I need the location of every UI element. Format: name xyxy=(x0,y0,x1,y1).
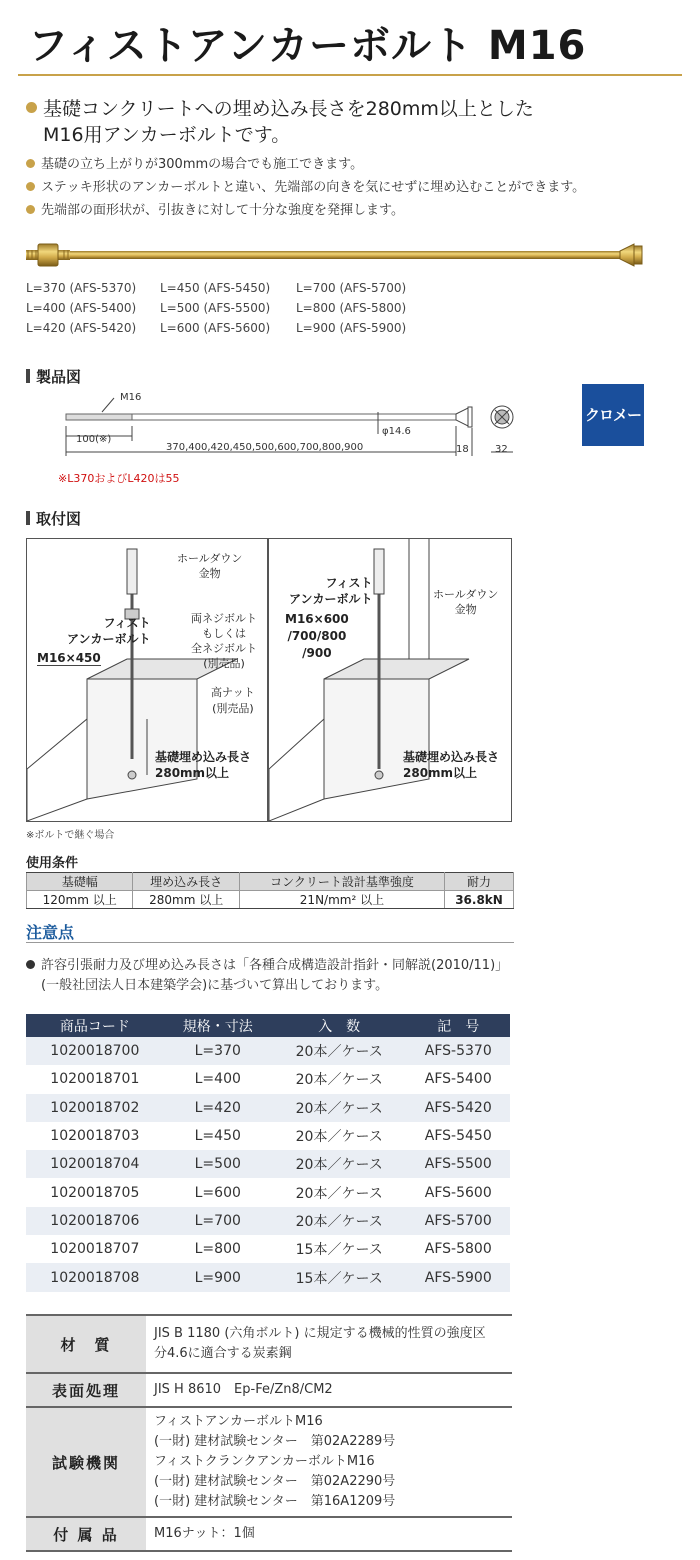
table-row xyxy=(26,1207,510,1235)
thread-note: ※L370およびL420は55 xyxy=(58,472,180,485)
table-cell: AFS-5370 xyxy=(407,1037,510,1065)
table-cell: L=500 xyxy=(164,1150,272,1178)
spec-line: フィストクランクアンカーボルトM16 xyxy=(154,1454,375,1469)
label-line: 基礎埋め込み長さ xyxy=(403,750,500,764)
table-cell: AFS-5700 xyxy=(407,1207,510,1235)
label-line: 金物 xyxy=(198,567,221,580)
product-drawing xyxy=(56,386,526,464)
label-line: /700/800 xyxy=(287,629,347,643)
table-cell: 1020018705 xyxy=(50,1184,140,1201)
column-header: コンクリート設計基準強度 xyxy=(239,873,444,891)
table-cell: L=600 xyxy=(194,1184,241,1201)
conditions-title: 使用条件 xyxy=(26,856,79,871)
title-divider xyxy=(18,74,682,76)
size-item: L=700 (AFS-5700) xyxy=(296,281,407,295)
spec-value xyxy=(146,1407,512,1517)
label-line: 全ネジボルト xyxy=(191,642,257,655)
size-item: L=500 (AFS-5500) xyxy=(160,301,271,315)
label-line: /900 xyxy=(302,646,332,660)
table-cell: 20本／ケース xyxy=(272,1207,407,1235)
spec-line: JIS H 8610 Ep-Fe/Zn8/CM2 xyxy=(154,1382,333,1397)
spec-label: 表面処理 xyxy=(26,1373,146,1407)
column-header: 基礎幅 xyxy=(27,873,133,891)
label-line: (別売品) xyxy=(203,657,245,670)
spec-label: 材 質 xyxy=(26,1315,146,1373)
size-item: L=900 (AFS-5900) xyxy=(296,321,407,335)
lead-line-1: 基礎コンクリートへの埋め込み長さを280mm以上とした xyxy=(43,98,534,120)
feature-text: ステッキ形状のアンカーボルトと違い、先端部の向きを気にせずに埋め込むことができます。 xyxy=(41,180,586,195)
bolt-spec-label: M16×450 xyxy=(37,651,101,665)
table-cell: 20本／ケース xyxy=(272,1094,407,1122)
column-header: 入 数 xyxy=(272,1014,407,1037)
thread-length-label: 100(※) xyxy=(76,434,112,445)
table-cell: AFS-5800 xyxy=(424,1241,492,1258)
bullet-icon xyxy=(26,205,35,214)
bolt-label xyxy=(67,615,151,647)
table-cell: AFS-5900 xyxy=(407,1263,510,1291)
table-header-row xyxy=(27,873,514,891)
table-header-row xyxy=(26,1014,510,1037)
label-line: 基礎埋め込み長さ xyxy=(155,750,252,764)
heading-bar-icon xyxy=(26,511,30,525)
spec-line: (一財) 建材試験センター 第02A2290号 xyxy=(154,1474,396,1489)
table-cell: L=370 xyxy=(164,1037,272,1065)
label-line: 280mm以上 xyxy=(155,766,230,780)
table-cell: L=400 xyxy=(194,1071,241,1088)
bolt-photo xyxy=(26,238,656,272)
table-row xyxy=(27,891,514,909)
feature-text: 基礎の立ち上がりが300mmの場合でも施工できます。 xyxy=(41,157,364,172)
bolt-spec-label xyxy=(285,611,349,662)
table-cell: 15本／ケース xyxy=(295,1242,383,1259)
feature-item xyxy=(26,153,363,172)
spec-line: (一財) 建材試験センター 第02A2289号 xyxy=(154,1434,396,1449)
spec-label: 試験機関 xyxy=(26,1407,146,1517)
table-cell: 1020018708 xyxy=(26,1263,164,1291)
heading-text: 取付図 xyxy=(36,510,82,528)
table-cell: 1020018707 xyxy=(50,1241,140,1258)
conditions-table xyxy=(26,872,514,909)
bolt-label xyxy=(289,575,373,607)
label-line: ホールダウン xyxy=(177,552,243,565)
table-cell: L=900 xyxy=(164,1263,272,1291)
table-cell: 1020018701 xyxy=(50,1071,140,1088)
feature-item xyxy=(26,199,404,218)
bullet-icon xyxy=(26,182,35,191)
label-line: M16×600 xyxy=(285,612,349,626)
holdown-label xyxy=(177,551,242,581)
embed-label xyxy=(403,749,499,781)
table-cell: 20本／ケース xyxy=(272,1037,407,1065)
column-header: 記 号 xyxy=(407,1014,510,1037)
spec-value xyxy=(146,1517,512,1551)
product-table xyxy=(26,1014,510,1292)
spec-value xyxy=(146,1315,512,1373)
heading-text: 製品図 xyxy=(36,368,82,386)
diameter-label: φ14.6 xyxy=(382,426,411,437)
column-header: 商品コード xyxy=(26,1014,164,1037)
table-row xyxy=(26,1094,510,1122)
label-line: (別売品) xyxy=(212,702,254,715)
head-width-label: 32 xyxy=(495,444,508,455)
table-cell: AFS-5420 xyxy=(407,1094,510,1122)
spec-line: 分4.6に適合する炭素鋼 xyxy=(154,1346,292,1361)
table-row xyxy=(26,1037,510,1065)
table-cell: 1020018702 xyxy=(26,1094,164,1122)
spec-line: M16ナット：1個 xyxy=(154,1526,255,1541)
product-drawing-heading xyxy=(26,366,81,387)
label-line: フィスト xyxy=(325,576,373,590)
table-cell: AFS-5400 xyxy=(424,1071,492,1088)
spec-line: フィストアンカーボルトM16 xyxy=(154,1414,323,1429)
install-diagram-right xyxy=(268,538,512,822)
table-row xyxy=(26,1178,510,1206)
caution-title: 注意点 xyxy=(26,923,75,942)
lead-line-2: M16用アンカーボルトです。 xyxy=(43,124,291,146)
size-item: L=370 (AFS-5370) xyxy=(26,281,137,295)
label-line: フィスト xyxy=(103,616,151,630)
table-cell: AFS-5600 xyxy=(424,1184,492,1201)
heading-bar-icon xyxy=(26,369,30,383)
length-options-label: 370,400,420,450,500,600,700,800,900 xyxy=(166,442,364,453)
table-row xyxy=(26,1150,510,1178)
spec-label: 付 属 品 xyxy=(26,1517,146,1551)
install-note: ※ボルトで継ぐ場合 xyxy=(26,830,115,841)
label-line: アンカーボルト xyxy=(289,592,373,606)
feature-item xyxy=(26,176,585,195)
caution-text xyxy=(26,956,508,996)
table-cell: 1020018703 xyxy=(50,1128,140,1145)
table-cell: 20本／ケース xyxy=(295,1072,383,1089)
table-row xyxy=(26,1235,510,1263)
bullet-icon xyxy=(26,960,35,969)
table-cell: AFS-5450 xyxy=(424,1128,492,1145)
table-cell: L=450 xyxy=(194,1128,241,1145)
embed-label xyxy=(155,749,251,781)
feature-text: 先端部の面形状が、引抜きに対して十分な強度を発揮します。 xyxy=(41,203,404,218)
table-cell: L=420 xyxy=(164,1094,272,1122)
spec-line: JIS B 1180 (六角ボルト) に規定する機械的性質の強度区 xyxy=(154,1326,486,1341)
nut-label xyxy=(211,685,255,717)
table-row xyxy=(26,1315,512,1373)
table-cell: 21N/mm² 以上 xyxy=(239,891,444,909)
table-row xyxy=(26,1122,510,1150)
table-row xyxy=(26,1407,512,1517)
table-row xyxy=(26,1065,510,1093)
size-item: L=450 (AFS-5450) xyxy=(160,281,271,295)
table-cell: L=700 xyxy=(164,1207,272,1235)
label-line: 280mm以上 xyxy=(403,766,478,780)
column-header: 耐力 xyxy=(445,873,514,891)
column-header: 規格・寸法 xyxy=(164,1014,272,1037)
install-diagram-left xyxy=(26,538,268,822)
size-item: L=400 (AFS-5400) xyxy=(26,301,137,315)
table-cell: 20本／ケース xyxy=(272,1150,407,1178)
chromate-badge: クロメート xyxy=(582,384,644,446)
holdown-label xyxy=(433,587,498,617)
table-cell: 120mm 以上 xyxy=(27,891,133,909)
install-heading xyxy=(26,508,81,529)
size-item: L=800 (AFS-5800) xyxy=(296,301,407,315)
table-cell: 15本／ケース xyxy=(272,1263,407,1291)
nejibolt-label xyxy=(191,611,257,671)
table-cell: 1020018706 xyxy=(26,1207,164,1235)
label-line: 高ナット xyxy=(211,686,255,699)
table-cell: 280mm 以上 xyxy=(133,891,239,909)
caution-divider xyxy=(26,942,514,943)
label-line: ホールダウン xyxy=(433,588,499,601)
spec-value xyxy=(146,1373,512,1407)
spec-line: (一財) 建材試験センター 第16A1209号 xyxy=(154,1494,396,1509)
page-title: フィストアンカーボルト M16 xyxy=(28,23,587,69)
column-header: 埋め込み長さ xyxy=(133,873,239,891)
label-line: 金物 xyxy=(454,603,477,616)
table-row xyxy=(26,1373,512,1407)
table-cell: 20本／ケース xyxy=(295,1129,383,1146)
caution-line: 許容引張耐力及び埋め込み長さは「各種合成構造設計指針・同解説(2010/11)」 xyxy=(41,958,509,973)
lead-text xyxy=(26,96,534,148)
table-cell: 36.8kN xyxy=(445,891,514,909)
table-cell: 1020018704 xyxy=(26,1150,164,1178)
size-item: L=600 (AFS-5600) xyxy=(160,321,271,335)
caution-line: (一般社団法人日本建築学会)に基づいて算出しております。 xyxy=(41,978,389,993)
spec-table xyxy=(26,1314,512,1552)
table-row xyxy=(26,1517,512,1551)
bullet-icon xyxy=(26,159,35,168)
size-item: L=420 (AFS-5420) xyxy=(26,321,137,335)
table-cell: 1020018700 xyxy=(26,1037,164,1065)
label-line: 両ネジボルト xyxy=(191,612,257,625)
table-row xyxy=(26,1263,510,1291)
head-length-label: 18 xyxy=(456,444,469,455)
label-line: アンカーボルト xyxy=(67,632,151,646)
table-cell: L=800 xyxy=(194,1241,241,1258)
table-cell: AFS-5500 xyxy=(407,1150,510,1178)
m16-label: M16 xyxy=(120,392,142,403)
label-line: もしくは xyxy=(202,627,246,640)
table-cell: 20本／ケース xyxy=(295,1185,383,1202)
bullet-icon xyxy=(26,102,37,113)
